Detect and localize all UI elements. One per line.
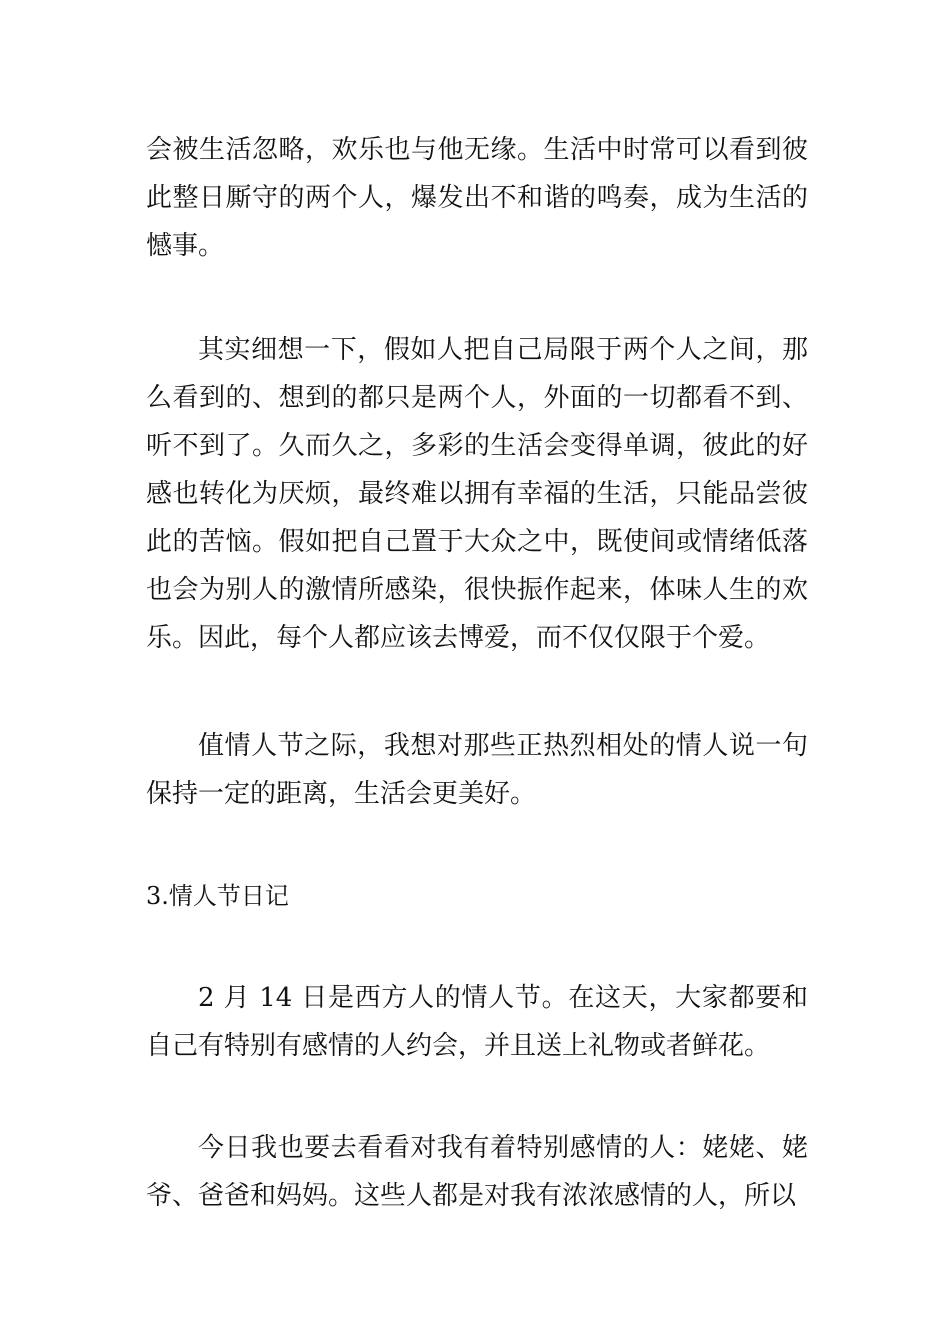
paragraph-1: 会被生活忽略，欢乐也与他无缘。生活中时常可以看到彼此整日厮守的两个人，爆发出不和谐的鸣奏，成为生活的憾事。 — [146, 135, 808, 261]
paragraph-2: 其实细想一下，假如人把自己局限于两个人之间，那么看到的、想到的都只是两个人，外面的一切都看不到、听不到了。久而久之，多彩的生活会变得单调，彼此的好感也转化为厌烦，最终难以拥有幸福的生活，只能品尝彼此的苦恼。假如把自己置于大众之中，既使间或情绪低落也会为别人的激情所感染，很快振作起来，体味人生的欢乐。因此，每个人都应该去博爱，而不仅仅限于个爱。 — [146, 335, 808, 653]
section-heading: 3.情人节日记 — [146, 882, 289, 910]
paragraph-3: 值情人节之际，我想对那些正热烈相处的情人说一句保持一定的距离，生活会更美好。 — [146, 731, 808, 809]
section-paragraph-1: 2 月 14 日是西方人的情人节。在这天，大家都要和自己有特别有感情的人约会，并且送上礼物或者鲜花。 — [146, 983, 808, 1061]
section-paragraph-2: 今日我也要去看看对我有着特别感情的人：姥姥、姥爷、爸爸和妈妈。这些人都是对我有浓浓感情的人，所以 — [146, 1133, 808, 1211]
